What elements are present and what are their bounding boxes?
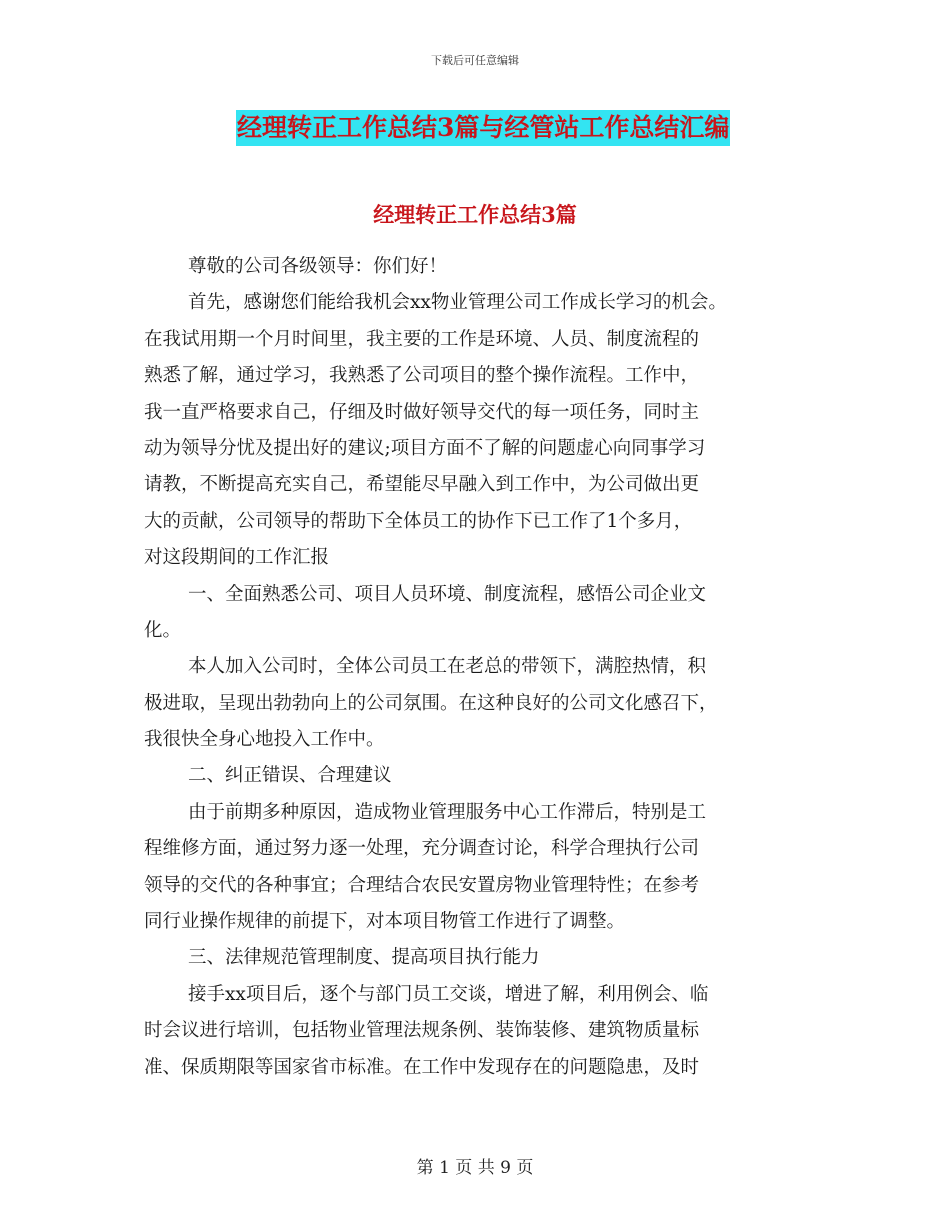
section-heading-line: 化。 <box>144 619 182 641</box>
paragraph-line: 首先，感谢您们能给我机会xx物业管理公司工作成长学习的机会。 <box>188 292 727 314</box>
paragraph-line: 大的贡献，公司领导的帮助下全体员工的协作下已工作了1个多月， <box>144 510 693 532</box>
paragraph-line: 我一直严格要求自己，仔细及时做好领导交代的每一项任务，同时主 <box>144 401 700 423</box>
paragraph-line: 接手xx项目后，逐个与部门员工交谈，增进了解，利用例会、临 <box>188 983 709 1005</box>
paragraph-line: 尊敬的公司各级领导：你们好！ <box>188 256 448 277</box>
page-header: 下载后可任意编辑 <box>431 54 519 67</box>
paragraph-line: 同行业操作规律的前提下，对本项目物管工作进行了调整。 <box>144 911 626 933</box>
section-heading-line: 三、法律规范管理制度、提高项目执行能力 <box>188 947 540 969</box>
paragraph-line: 对这段期间的工作汇报 <box>144 547 330 569</box>
section-heading-line: 一、全面熟悉公司、项目人员环境、制度流程，感悟公司企业文 <box>188 583 707 605</box>
paragraph-line: 动为领导分忧及提出好的建议;项目方面不了解的问题虚心向同事学习 <box>144 437 706 459</box>
paragraph-line: 在我试用期一个月时间里，我主要的工作是环境、人员、制度流程的 <box>144 328 700 350</box>
paragraph-line: 熟悉了解，通过学习，我熟悉了公司项目的整个操作流程。工作中， <box>144 365 700 387</box>
paragraph-line: 请教，不断提高充实自己，希望能尽早融入到工作中，为公司做出更 <box>144 474 700 496</box>
document-body <box>144 249 814 1086</box>
paragraph-line: 极进取，呈现出勃勃向上的公司氛围。在这种良好的公司文化感召下， <box>144 692 718 714</box>
paragraph-line: 本人加入公司时，全体公司员工在老总的带领下，满腔热情，积 <box>188 656 707 678</box>
paragraph-line: 由于前期多种原因，造成物业管理服务中心工作滞后，特别是工 <box>188 801 707 823</box>
paragraph-line: 领导的交代的各种事宜；合理结合农民安置房物业管理特性；在参考 <box>144 874 700 896</box>
paragraph-line: 我很快全身心地投入工作中。 <box>144 729 385 751</box>
page-number: 第 1 页 共 9 页 <box>416 1158 534 1178</box>
paragraph-line: 准、保质期限等国家省市标准。在工作中发现存在的问题隐患，及时 <box>144 1056 700 1078</box>
document-title: 经理转正工作总结3篇与经管站工作总结汇编 <box>236 110 730 146</box>
section-title: 经理转正工作总结3篇 <box>373 202 577 227</box>
paragraph-line: 程维修方面，通过努力逐一处理，充分调查讨论，科学合理执行公司 <box>144 838 700 860</box>
section-heading-line: 二、纠正错误、合理建议 <box>188 765 392 787</box>
paragraph-line: 时会议进行培训，包括物业管理法规条例、装饰装修、建筑物质量标 <box>144 1020 700 1042</box>
